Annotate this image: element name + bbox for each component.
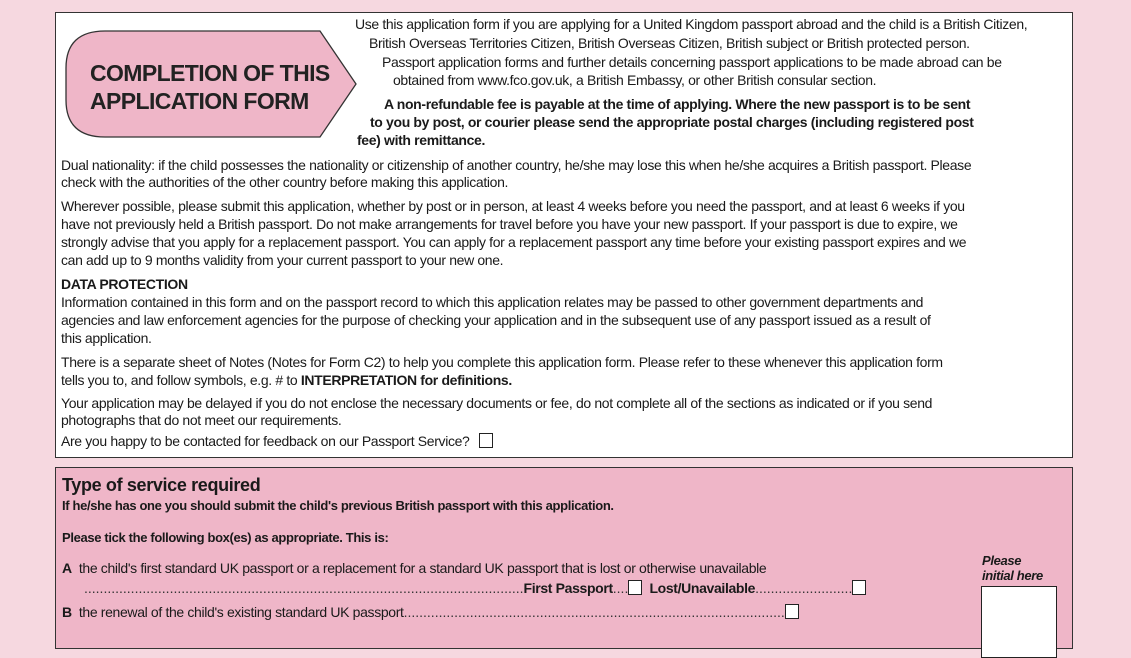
option-a-text: the child's first standard UK passport or a replacement for a standard UK passport that is lost or otherwise unavailable [78,560,767,576]
timing-text: can add up to 9 months validity from your current passport to your new one. [61,252,504,268]
intro-line: British Overseas Territories Citizen, British Overseas Citizen, British subject or British protected person. [369,35,970,51]
feedback-row [61,433,493,450]
badge-title-line2: APPLICATION FORM [90,88,309,114]
option-b-text: the renewal of the child's existing standard UK passport [78,604,404,620]
initial-label [982,553,1043,583]
fee-line: A non-refundable fee is payable at the time of applying. Where the new passport is to be sent [384,96,971,112]
intro-line: Use this application form if you are applying for a United Kingdom passport abroad and the child is a British Citizen, [355,16,1028,32]
renewal-checkbox[interactable] [785,604,799,619]
delay-text: Your application may be delayed if you do not enclose the necessary documents or fee, do not complete all of the sections as indicated or if you send [61,395,933,411]
option-b-letter: B [62,604,72,620]
dual-nationality-text: Dual nationality: if the child possesses the nationality or citizenship of another country, he/she may lose this when he/she acquires a British passport. Please [61,157,972,173]
lost-unavailable-label: Lost/Unavailable [649,580,756,596]
timing-text: have not previously held a British passport. Do not make arrangements for travel before you have your new passport. If your passport is due to expire, we [61,216,958,232]
intro-line: obtained from www.fco.gov.uk, a British Embassy, or other British consular section. [393,72,877,88]
data-protection-text: this application. [61,330,152,346]
service-title: Type of service required [62,475,261,495]
initial-label-line1: Please [982,553,1022,568]
data-protection-heading: DATA PROTECTION [61,276,188,292]
interpretation-reference: INTERPRETATION for definitions. [300,372,512,388]
first-passport-label: First Passport [523,580,613,596]
notes-text: There is a separate sheet of Notes (Notes for Form C2) to help you complete this application form. Please refer to these whenever this application form [61,354,943,370]
first-passport-checkbox[interactable] [628,580,642,595]
option-a-letter: A [62,560,72,576]
option-b-row: B the renewal of the child's existing standard UK passport.................................................................................................. [62,604,799,621]
fee-line: to you by post, or courier please send the appropriate postal charges (including registered post [370,114,974,130]
option-a-row [62,560,766,577]
dual-nationality-text: check with the authorities of the other country before making this application. [61,174,509,190]
instructions-panel [55,12,1073,458]
notes-text-prefix: tells you to, and follow symbols, e.g. # to [61,372,301,388]
data-protection-text: Information contained in this form and on the passport record to which this application relates may be passed to other government departments and [61,294,924,310]
lost-unavailable-checkbox[interactable] [852,580,866,595]
leader-dots: ................................................................................................................. [84,580,524,596]
feedback-label: Are you happy to be contacted for feedback on our Passport Service? [61,433,470,449]
intro-line: Passport application forms and further details concerning passport applications to be made abroad can be [382,54,1002,70]
fee-line: fee) with remittance. [357,132,486,148]
delay-text: photographs that do not meet our requirements. [61,412,342,428]
initial-label-line2: initial here [982,568,1043,583]
option-a-choices: .................................................................................................................First Passport.... Lost/Unavailable......................... [84,580,866,597]
feedback-checkbox[interactable] [479,433,493,448]
timing-text: strongly advise that you apply for a replacement passport. You can apply for a replacement passport any time before your existing passport expires and we [61,234,967,250]
completion-badge [65,30,357,143]
initial-field[interactable] [981,586,1057,658]
service-instruction: Please tick the following box(es) as appropriate. This is: [62,530,389,545]
service-subtitle: If he/she has one you should submit the child's previous British passport with this application. [62,498,614,513]
service-type-panel [55,467,1073,649]
data-protection-text: agencies and law enforcement agencies for the purpose of checking your application and in the subsequent use of any passport issued as a result of [61,312,931,328]
timing-text: Wherever possible, please submit this application, whether by post or in person, at least 4 weeks before you need the passport, and at least 6 weeks if you [61,198,965,214]
notes-text [61,372,512,389]
badge-title-line1: COMPLETION OF THIS [90,60,330,86]
